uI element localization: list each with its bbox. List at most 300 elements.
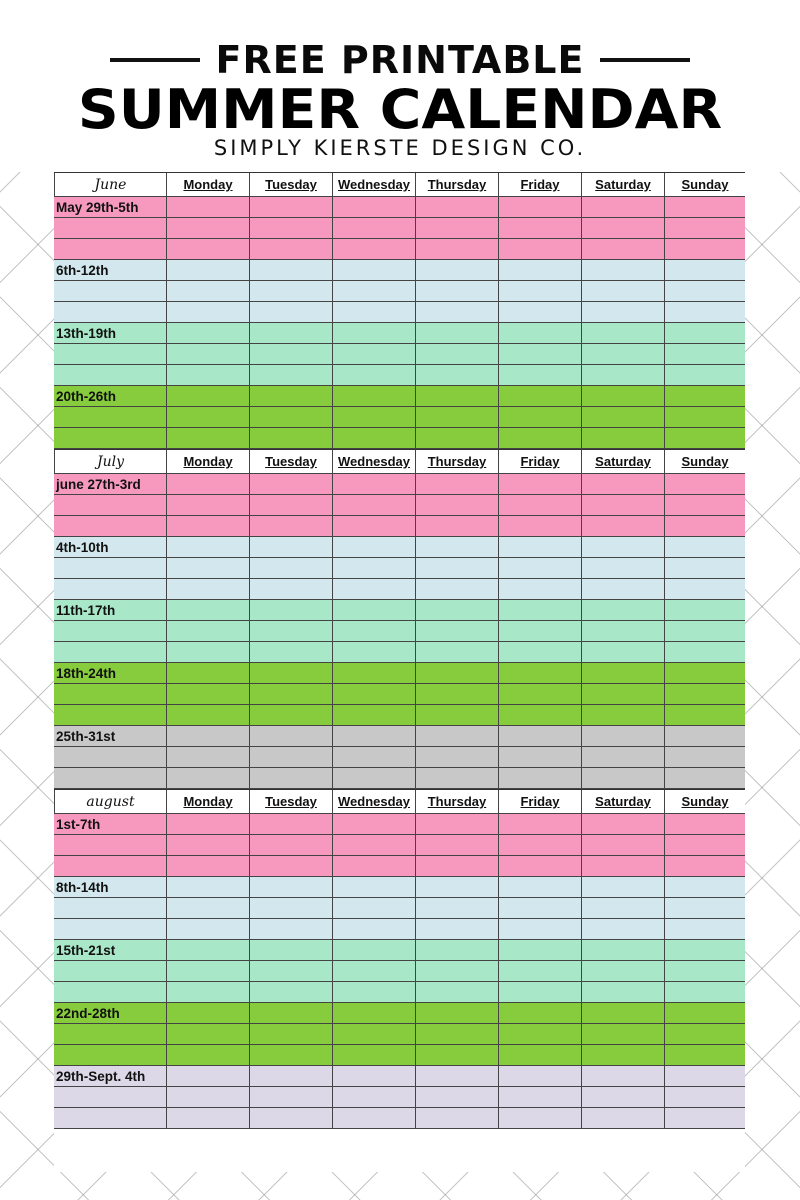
- day-cell[interactable]: [665, 323, 745, 344]
- day-cell[interactable]: [416, 768, 499, 789]
- day-cell[interactable]: [665, 474, 745, 495]
- day-cell[interactable]: [250, 218, 333, 239]
- day-cell[interactable]: [416, 835, 499, 856]
- day-cell[interactable]: [333, 474, 416, 495]
- day-cell[interactable]: [250, 558, 333, 579]
- day-cell[interactable]: [665, 579, 745, 600]
- day-cell[interactable]: [665, 495, 745, 516]
- day-cell[interactable]: [582, 386, 665, 407]
- day-cell[interactable]: [167, 281, 250, 302]
- day-cell[interactable]: [250, 621, 333, 642]
- day-cell[interactable]: [499, 621, 582, 642]
- day-cell[interactable]: [665, 835, 745, 856]
- day-cell[interactable]: [499, 1003, 582, 1024]
- day-cell[interactable]: [582, 856, 665, 877]
- day-cell[interactable]: [167, 726, 250, 747]
- day-cell[interactable]: [250, 386, 333, 407]
- day-cell[interactable]: [333, 642, 416, 663]
- day-cell[interactable]: [333, 239, 416, 260]
- day-cell[interactable]: [250, 407, 333, 428]
- day-cell[interactable]: [333, 768, 416, 789]
- day-cell[interactable]: [333, 323, 416, 344]
- day-cell[interactable]: [665, 621, 745, 642]
- day-cell[interactable]: [582, 516, 665, 537]
- day-cell[interactable]: [333, 260, 416, 281]
- day-cell[interactable]: [582, 684, 665, 705]
- day-cell[interactable]: [499, 768, 582, 789]
- day-cell[interactable]: [416, 344, 499, 365]
- day-cell[interactable]: [250, 856, 333, 877]
- day-cell[interactable]: [167, 197, 250, 218]
- day-cell[interactable]: [167, 684, 250, 705]
- day-cell[interactable]: [250, 197, 333, 218]
- day-cell[interactable]: [250, 1024, 333, 1045]
- day-cell[interactable]: [250, 495, 333, 516]
- day-cell[interactable]: [416, 386, 499, 407]
- day-cell[interactable]: [333, 1108, 416, 1129]
- day-cell[interactable]: [665, 516, 745, 537]
- day-cell[interactable]: [167, 218, 250, 239]
- day-cell[interactable]: [582, 1003, 665, 1024]
- day-cell[interactable]: [665, 407, 745, 428]
- week-label-blank[interactable]: [54, 898, 167, 919]
- day-cell[interactable]: [665, 344, 745, 365]
- week-label-blank[interactable]: [54, 1024, 167, 1045]
- day-cell[interactable]: [416, 940, 499, 961]
- day-cell[interactable]: [582, 919, 665, 940]
- day-cell[interactable]: [665, 386, 745, 407]
- day-cell[interactable]: [167, 1045, 250, 1066]
- day-cell[interactable]: [665, 919, 745, 940]
- day-cell[interactable]: [167, 1087, 250, 1108]
- week-label-blank[interactable]: [54, 1045, 167, 1066]
- day-cell[interactable]: [416, 877, 499, 898]
- day-cell[interactable]: [582, 474, 665, 495]
- day-cell[interactable]: [167, 940, 250, 961]
- day-cell[interactable]: [665, 1108, 745, 1129]
- day-cell[interactable]: [416, 281, 499, 302]
- day-cell[interactable]: [665, 428, 745, 449]
- day-cell[interactable]: [167, 768, 250, 789]
- week-label-blank[interactable]: [54, 302, 167, 323]
- day-cell[interactable]: [499, 1087, 582, 1108]
- day-cell[interactable]: [665, 768, 745, 789]
- day-cell[interactable]: [582, 835, 665, 856]
- day-cell[interactable]: [499, 495, 582, 516]
- day-cell[interactable]: [167, 747, 250, 768]
- day-cell[interactable]: [499, 961, 582, 982]
- week-label-blank[interactable]: [54, 579, 167, 600]
- day-cell[interactable]: [333, 663, 416, 684]
- day-cell[interactable]: [167, 877, 250, 898]
- day-cell[interactable]: [167, 474, 250, 495]
- day-cell[interactable]: [499, 856, 582, 877]
- day-cell[interactable]: [333, 281, 416, 302]
- day-cell[interactable]: [250, 281, 333, 302]
- day-cell[interactable]: [333, 856, 416, 877]
- day-cell[interactable]: [582, 218, 665, 239]
- day-cell[interactable]: [250, 1003, 333, 1024]
- day-cell[interactable]: [333, 961, 416, 982]
- day-cell[interactable]: [333, 407, 416, 428]
- day-cell[interactable]: [250, 747, 333, 768]
- day-cell[interactable]: [499, 1066, 582, 1087]
- day-cell[interactable]: [250, 663, 333, 684]
- day-cell[interactable]: [250, 516, 333, 537]
- day-cell[interactable]: [582, 537, 665, 558]
- day-cell[interactable]: [167, 898, 250, 919]
- day-cell[interactable]: [499, 365, 582, 386]
- day-cell[interactable]: [499, 407, 582, 428]
- day-cell[interactable]: [416, 1045, 499, 1066]
- day-cell[interactable]: [250, 642, 333, 663]
- day-cell[interactable]: [416, 726, 499, 747]
- day-cell[interactable]: [333, 537, 416, 558]
- day-cell[interactable]: [167, 705, 250, 726]
- day-cell[interactable]: [333, 197, 416, 218]
- day-cell[interactable]: [582, 940, 665, 961]
- day-cell[interactable]: [665, 260, 745, 281]
- day-cell[interactable]: [333, 558, 416, 579]
- day-cell[interactable]: [582, 197, 665, 218]
- day-cell[interactable]: [333, 877, 416, 898]
- week-label-blank[interactable]: [54, 642, 167, 663]
- day-cell[interactable]: [582, 579, 665, 600]
- day-cell[interactable]: [499, 197, 582, 218]
- day-cell[interactable]: [250, 1087, 333, 1108]
- day-cell[interactable]: [665, 600, 745, 621]
- day-cell[interactable]: [333, 579, 416, 600]
- day-cell[interactable]: [582, 323, 665, 344]
- day-cell[interactable]: [333, 684, 416, 705]
- day-cell[interactable]: [167, 1024, 250, 1045]
- week-label-blank[interactable]: [54, 684, 167, 705]
- day-cell[interactable]: [250, 260, 333, 281]
- day-cell[interactable]: [416, 919, 499, 940]
- day-cell[interactable]: [665, 197, 745, 218]
- day-cell[interactable]: [250, 684, 333, 705]
- day-cell[interactable]: [167, 495, 250, 516]
- day-cell[interactable]: [167, 814, 250, 835]
- day-cell[interactable]: [416, 407, 499, 428]
- day-cell[interactable]: [167, 365, 250, 386]
- week-label-blank[interactable]: [54, 705, 167, 726]
- day-cell[interactable]: [499, 302, 582, 323]
- day-cell[interactable]: [416, 747, 499, 768]
- day-cell[interactable]: [167, 919, 250, 940]
- day-cell[interactable]: [665, 537, 745, 558]
- day-cell[interactable]: [582, 768, 665, 789]
- day-cell[interactable]: [582, 281, 665, 302]
- week-label-blank[interactable]: [54, 218, 167, 239]
- day-cell[interactable]: [582, 747, 665, 768]
- day-cell[interactable]: [665, 239, 745, 260]
- day-cell[interactable]: [416, 365, 499, 386]
- day-cell[interactable]: [582, 705, 665, 726]
- day-cell[interactable]: [499, 982, 582, 1003]
- day-cell[interactable]: [665, 281, 745, 302]
- day-cell[interactable]: [250, 1045, 333, 1066]
- day-cell[interactable]: [582, 877, 665, 898]
- day-cell[interactable]: [499, 558, 582, 579]
- day-cell[interactable]: [582, 1045, 665, 1066]
- week-label-blank[interactable]: [54, 856, 167, 877]
- day-cell[interactable]: [416, 814, 499, 835]
- day-cell[interactable]: [167, 579, 250, 600]
- day-cell[interactable]: [499, 516, 582, 537]
- day-cell[interactable]: [250, 705, 333, 726]
- day-cell[interactable]: [416, 898, 499, 919]
- day-cell[interactable]: [499, 344, 582, 365]
- day-cell[interactable]: [167, 1003, 250, 1024]
- week-label-blank[interactable]: [54, 495, 167, 516]
- day-cell[interactable]: [416, 474, 499, 495]
- day-cell[interactable]: [499, 919, 582, 940]
- day-cell[interactable]: [665, 365, 745, 386]
- day-cell[interactable]: [665, 663, 745, 684]
- day-cell[interactable]: [665, 1087, 745, 1108]
- day-cell[interactable]: [250, 579, 333, 600]
- day-cell[interactable]: [250, 600, 333, 621]
- day-cell[interactable]: [333, 302, 416, 323]
- day-cell[interactable]: [333, 982, 416, 1003]
- day-cell[interactable]: [582, 344, 665, 365]
- day-cell[interactable]: [416, 642, 499, 663]
- day-cell[interactable]: [333, 344, 416, 365]
- day-cell[interactable]: [665, 940, 745, 961]
- day-cell[interactable]: [416, 218, 499, 239]
- day-cell[interactable]: [167, 982, 250, 1003]
- day-cell[interactable]: [416, 428, 499, 449]
- day-cell[interactable]: [333, 814, 416, 835]
- day-cell[interactable]: [499, 323, 582, 344]
- day-cell[interactable]: [167, 961, 250, 982]
- day-cell[interactable]: [167, 407, 250, 428]
- week-label-blank[interactable]: [54, 407, 167, 428]
- day-cell[interactable]: [499, 218, 582, 239]
- day-cell[interactable]: [582, 558, 665, 579]
- day-cell[interactable]: [333, 218, 416, 239]
- day-cell[interactable]: [665, 747, 745, 768]
- day-cell[interactable]: [499, 537, 582, 558]
- day-cell[interactable]: [250, 1108, 333, 1129]
- day-cell[interactable]: [665, 726, 745, 747]
- week-label-blank[interactable]: [54, 835, 167, 856]
- day-cell[interactable]: [333, 705, 416, 726]
- day-cell[interactable]: [582, 365, 665, 386]
- day-cell[interactable]: [582, 982, 665, 1003]
- day-cell[interactable]: [250, 1066, 333, 1087]
- day-cell[interactable]: [665, 558, 745, 579]
- day-cell[interactable]: [250, 344, 333, 365]
- day-cell[interactable]: [416, 1066, 499, 1087]
- day-cell[interactable]: [333, 1087, 416, 1108]
- day-cell[interactable]: [167, 600, 250, 621]
- day-cell[interactable]: [167, 239, 250, 260]
- day-cell[interactable]: [250, 877, 333, 898]
- day-cell[interactable]: [499, 281, 582, 302]
- day-cell[interactable]: [167, 344, 250, 365]
- day-cell[interactable]: [250, 768, 333, 789]
- week-label-blank[interactable]: [54, 768, 167, 789]
- day-cell[interactable]: [250, 365, 333, 386]
- day-cell[interactable]: [333, 428, 416, 449]
- day-cell[interactable]: [665, 856, 745, 877]
- day-cell[interactable]: [167, 260, 250, 281]
- day-cell[interactable]: [250, 961, 333, 982]
- week-label-blank[interactable]: [54, 365, 167, 386]
- day-cell[interactable]: [167, 558, 250, 579]
- day-cell[interactable]: [499, 579, 582, 600]
- day-cell[interactable]: [167, 386, 250, 407]
- week-label-blank[interactable]: [54, 344, 167, 365]
- day-cell[interactable]: [499, 239, 582, 260]
- day-cell[interactable]: [499, 1108, 582, 1129]
- day-cell[interactable]: [250, 474, 333, 495]
- day-cell[interactable]: [250, 982, 333, 1003]
- day-cell[interactable]: [416, 684, 499, 705]
- day-cell[interactable]: [416, 495, 499, 516]
- day-cell[interactable]: [582, 239, 665, 260]
- day-cell[interactable]: [416, 1108, 499, 1129]
- day-cell[interactable]: [499, 747, 582, 768]
- day-cell[interactable]: [333, 1024, 416, 1045]
- day-cell[interactable]: [333, 1003, 416, 1024]
- day-cell[interactable]: [333, 919, 416, 940]
- day-cell[interactable]: [250, 537, 333, 558]
- day-cell[interactable]: [499, 600, 582, 621]
- day-cell[interactable]: [333, 365, 416, 386]
- day-cell[interactable]: [167, 663, 250, 684]
- day-cell[interactable]: [416, 323, 499, 344]
- day-cell[interactable]: [333, 835, 416, 856]
- day-cell[interactable]: [333, 495, 416, 516]
- day-cell[interactable]: [416, 856, 499, 877]
- day-cell[interactable]: [167, 1066, 250, 1087]
- day-cell[interactable]: [582, 1024, 665, 1045]
- week-label-blank[interactable]: [54, 239, 167, 260]
- day-cell[interactable]: [416, 621, 499, 642]
- day-cell[interactable]: [582, 642, 665, 663]
- day-cell[interactable]: [582, 726, 665, 747]
- day-cell[interactable]: [333, 1045, 416, 1066]
- day-cell[interactable]: [333, 600, 416, 621]
- day-cell[interactable]: [499, 386, 582, 407]
- day-cell[interactable]: [167, 1108, 250, 1129]
- day-cell[interactable]: [416, 579, 499, 600]
- week-label-blank[interactable]: [54, 516, 167, 537]
- day-cell[interactable]: [499, 814, 582, 835]
- day-cell[interactable]: [416, 260, 499, 281]
- day-cell[interactable]: [499, 835, 582, 856]
- day-cell[interactable]: [582, 495, 665, 516]
- day-cell[interactable]: [333, 386, 416, 407]
- day-cell[interactable]: [167, 856, 250, 877]
- day-cell[interactable]: [416, 961, 499, 982]
- day-cell[interactable]: [499, 940, 582, 961]
- day-cell[interactable]: [333, 726, 416, 747]
- day-cell[interactable]: [416, 663, 499, 684]
- day-cell[interactable]: [582, 621, 665, 642]
- week-label-blank[interactable]: [54, 961, 167, 982]
- day-cell[interactable]: [665, 1003, 745, 1024]
- day-cell[interactable]: [167, 835, 250, 856]
- day-cell[interactable]: [582, 898, 665, 919]
- day-cell[interactable]: [582, 1066, 665, 1087]
- day-cell[interactable]: [250, 726, 333, 747]
- day-cell[interactable]: [665, 684, 745, 705]
- day-cell[interactable]: [333, 621, 416, 642]
- day-cell[interactable]: [167, 428, 250, 449]
- day-cell[interactable]: [167, 323, 250, 344]
- day-cell[interactable]: [416, 1024, 499, 1045]
- day-cell[interactable]: [333, 747, 416, 768]
- day-cell[interactable]: [582, 600, 665, 621]
- day-cell[interactable]: [250, 835, 333, 856]
- week-label-blank[interactable]: [54, 281, 167, 302]
- day-cell[interactable]: [665, 302, 745, 323]
- day-cell[interactable]: [416, 537, 499, 558]
- day-cell[interactable]: [499, 726, 582, 747]
- day-cell[interactable]: [499, 877, 582, 898]
- week-label-blank[interactable]: [54, 1087, 167, 1108]
- day-cell[interactable]: [499, 1024, 582, 1045]
- day-cell[interactable]: [167, 516, 250, 537]
- day-cell[interactable]: [582, 961, 665, 982]
- day-cell[interactable]: [416, 705, 499, 726]
- day-cell[interactable]: [499, 642, 582, 663]
- day-cell[interactable]: [416, 600, 499, 621]
- day-cell[interactable]: [665, 1024, 745, 1045]
- day-cell[interactable]: [582, 302, 665, 323]
- day-cell[interactable]: [665, 814, 745, 835]
- day-cell[interactable]: [499, 705, 582, 726]
- day-cell[interactable]: [665, 1066, 745, 1087]
- day-cell[interactable]: [416, 239, 499, 260]
- week-label-blank[interactable]: [54, 982, 167, 1003]
- day-cell[interactable]: [665, 1045, 745, 1066]
- day-cell[interactable]: [250, 302, 333, 323]
- day-cell[interactable]: [250, 940, 333, 961]
- day-cell[interactable]: [499, 663, 582, 684]
- day-cell[interactable]: [665, 961, 745, 982]
- day-cell[interactable]: [499, 898, 582, 919]
- day-cell[interactable]: [416, 516, 499, 537]
- day-cell[interactable]: [250, 239, 333, 260]
- day-cell[interactable]: [499, 260, 582, 281]
- day-cell[interactable]: [250, 919, 333, 940]
- week-label-blank[interactable]: [54, 1108, 167, 1129]
- day-cell[interactable]: [665, 898, 745, 919]
- day-cell[interactable]: [250, 814, 333, 835]
- day-cell[interactable]: [582, 1108, 665, 1129]
- day-cell[interactable]: [416, 1087, 499, 1108]
- day-cell[interactable]: [582, 663, 665, 684]
- day-cell[interactable]: [416, 1003, 499, 1024]
- week-label-blank[interactable]: [54, 621, 167, 642]
- day-cell[interactable]: [167, 621, 250, 642]
- day-cell[interactable]: [416, 982, 499, 1003]
- day-cell[interactable]: [333, 940, 416, 961]
- day-cell[interactable]: [582, 260, 665, 281]
- day-cell[interactable]: [582, 1087, 665, 1108]
- day-cell[interactable]: [167, 537, 250, 558]
- day-cell[interactable]: [167, 642, 250, 663]
- day-cell[interactable]: [582, 428, 665, 449]
- day-cell[interactable]: [333, 1066, 416, 1087]
- week-label-blank[interactable]: [54, 428, 167, 449]
- day-cell[interactable]: [416, 302, 499, 323]
